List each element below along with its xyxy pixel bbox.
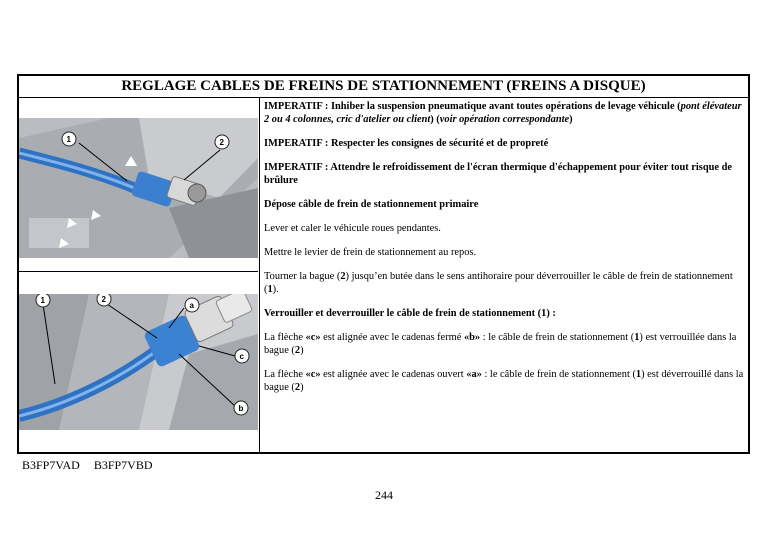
figure-reference-2: B3FP7VBD — [93, 458, 153, 472]
warning-safety: IMPERATIF : Respecter les consignes de sécurité et de propreté — [264, 138, 549, 149]
figure-references — [22, 458, 167, 473]
step-unlocked-state: La flèche «c» est alignée avec le cadenas ouvert «a» : le câble de frein de stationnement (1) est déverrouillé dans la bague (2) — [264, 369, 744, 393]
figure-2-callout-b: b — [238, 404, 244, 413]
warning-heat-shield: IMPERATIF : Attendre le refroidissement de l'écran thermique d'échappement pour éviter tout risque de brûlure — [264, 162, 733, 186]
section-heading-lock-unlock: Verrouiller et deverrouiller le câble de frein de stationnement (1) : — [264, 308, 556, 319]
figure-2-callout-1: 1 — [40, 296, 45, 305]
figure-1-callout-2: 2 — [219, 138, 224, 147]
instructions-column — [260, 98, 748, 452]
figure-2-callout-c: c — [239, 352, 244, 361]
procedure-table — [17, 74, 750, 454]
figure-column — [19, 98, 260, 452]
step-turn-ring: Tourner la bague (2) jusqu’en butée dans le sens antihoraire pour déverrouiller le câble de frein de stationnement (1). — [264, 271, 733, 295]
step-lift-vehicle: Lever et caler le véhicule roues pendantes. — [264, 223, 441, 234]
page-number: 244 — [375, 488, 393, 502]
warning-suspension: IMPERATIF : Inhiber la suspension pneumatique avant toutes opérations de levage véhicule (pont élévateur 2 ou 4 colonnes, cric d'atelier ou client) (voir opération correspondante) — [264, 101, 742, 125]
figure-2-illustration — [19, 294, 258, 430]
figure-1-callout-1: 1 — [66, 135, 71, 144]
figure-2-cell — [19, 272, 258, 454]
figure-2-callout-2: 2 — [101, 295, 106, 304]
figure-reference-1: B3FP7VAD — [22, 458, 80, 472]
figure-1-cell — [19, 98, 258, 272]
step-release-lever: Mettre le levier de frein de stationnement au repos. — [264, 247, 477, 258]
figure-1-illustration — [19, 118, 258, 258]
page-title: REGLAGE CABLES DE FREINS DE STATIONNEMENT (FREINS A DISQUE) — [19, 76, 748, 98]
step-locked-state: La flèche «c» est alignée avec le cadenas fermé «b» : le câble de frein de stationnement (1) est verrouillée dans la bague (2) — [264, 332, 737, 356]
figure-2-callout-a: a — [189, 301, 194, 310]
section-heading-removal: Dépose câble de frein de stationnement primaire — [264, 199, 479, 210]
